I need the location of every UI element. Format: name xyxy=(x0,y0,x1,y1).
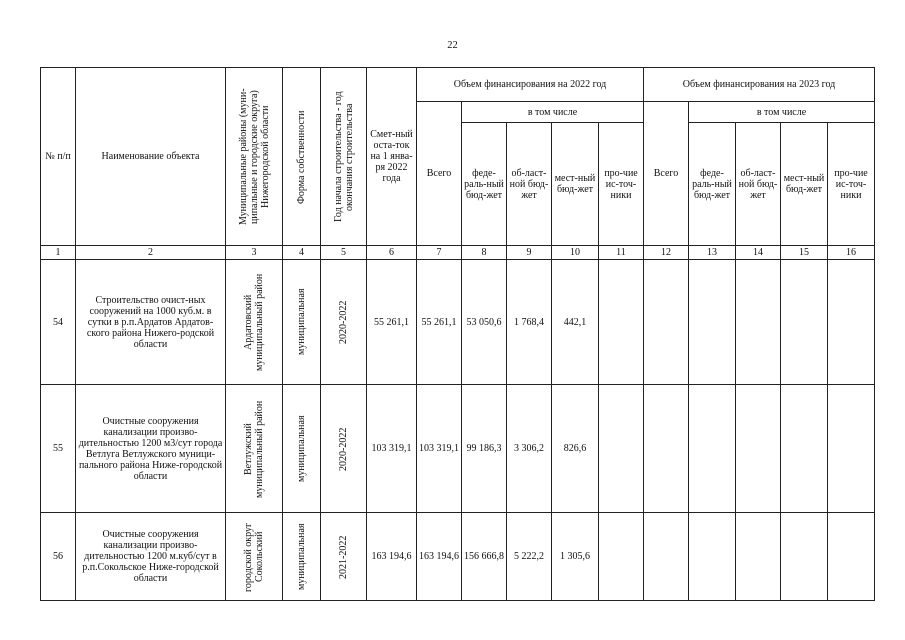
local-2022-value: 1 305,6 xyxy=(552,513,599,601)
other-2023-value xyxy=(828,385,875,513)
municipality-cell xyxy=(226,513,283,601)
col-number: 2 xyxy=(76,246,226,260)
local-2022-value: 826,6 xyxy=(552,385,599,513)
regional-2022-value: 1 768,4 xyxy=(507,260,552,385)
years-text: 2021-2022 xyxy=(338,534,349,579)
object-name: Очистные сооружения канализации произво-дительностью 1200 м3/сут города Ветлуга Ветлужского муници-пального района Ниже-городской области xyxy=(76,385,226,513)
header-fin-2023: Объем финансирования на 2023 год xyxy=(644,68,875,102)
ownership-text: муниципальная xyxy=(296,415,307,482)
local-2022-value: 442,1 xyxy=(552,260,599,385)
header-num: № п/п xyxy=(41,68,76,246)
estimate-value: 163 194,6 xyxy=(367,513,417,601)
col-number: 8 xyxy=(462,246,507,260)
col-number: 15 xyxy=(781,246,828,260)
header-name: Наименование объекта xyxy=(76,68,226,246)
header-other-2023: про-чие ис-точ-ники xyxy=(828,123,875,246)
page-number: 22 xyxy=(447,40,458,51)
other-2022-value xyxy=(599,513,644,601)
col-number: 14 xyxy=(736,246,781,260)
header-regional-2022: об-ласт-ной бюд-жет xyxy=(507,123,552,246)
years-cell xyxy=(321,260,367,385)
header-ownership xyxy=(283,68,321,246)
total-2022-value: 103 319,1 xyxy=(417,385,462,513)
local-2023-value xyxy=(781,260,828,385)
row-num: 55 xyxy=(41,385,76,513)
total-2023-value xyxy=(644,513,689,601)
col-number: 16 xyxy=(828,246,875,260)
regional-2023-value xyxy=(736,260,781,385)
table-row xyxy=(41,260,875,385)
header-ownership-text: Форма собственности xyxy=(296,109,307,204)
regional-2023-value xyxy=(736,513,781,601)
header-other-2022: про-чие ис-точ-ники xyxy=(599,123,644,246)
federal-2022-value: 53 050,6 xyxy=(462,260,507,385)
local-2023-value xyxy=(781,513,828,601)
header-federal-2022: феде-раль-ный бюд-жет xyxy=(462,123,507,246)
years-text: 2020-2022 xyxy=(338,426,349,471)
municipality-cell xyxy=(226,260,283,385)
col-number: 13 xyxy=(689,246,736,260)
header-incl-2023: в том числе xyxy=(689,102,875,123)
total-2022-value: 55 261,1 xyxy=(417,260,462,385)
header-federal-2023: феде-раль-ный бюд-жет xyxy=(689,123,736,246)
col-number: 1 xyxy=(41,246,76,260)
total-2023-value xyxy=(644,260,689,385)
municipality-text: Ветлужский муниципальный район xyxy=(243,399,265,498)
header-local-2022: мест-ный бюд-жет xyxy=(552,123,599,246)
ownership-cell xyxy=(283,260,321,385)
row-num: 54 xyxy=(41,260,76,385)
header-years xyxy=(321,68,367,246)
years-cell xyxy=(321,385,367,513)
federal-2023-value xyxy=(689,385,736,513)
col-number: 5 xyxy=(321,246,367,260)
table-row xyxy=(41,513,875,601)
federal-2023-value xyxy=(689,260,736,385)
regional-2023-value xyxy=(736,385,781,513)
local-2023-value xyxy=(781,385,828,513)
header-total-2022: Всего xyxy=(417,102,462,246)
federal-2022-value: 99 186,3 xyxy=(462,385,507,513)
col-number: 12 xyxy=(644,246,689,260)
column-numbers-row xyxy=(41,246,875,260)
header-years-text: Год начала строительства - год окончания строительства xyxy=(332,91,355,222)
federal-2022-value: 156 666,8 xyxy=(462,513,507,601)
other-2023-value xyxy=(828,260,875,385)
other-2022-value xyxy=(599,260,644,385)
header-municipality-text: Муниципальные районы (муни-ципальные и городские округа) Нижегородской области xyxy=(237,88,271,225)
col-number: 10 xyxy=(552,246,599,260)
header-total-2023: Всего xyxy=(644,102,689,246)
federal-2023-value xyxy=(689,513,736,601)
other-2022-value xyxy=(599,385,644,513)
col-number: 3 xyxy=(226,246,283,260)
table-row xyxy=(41,385,875,513)
ownership-cell xyxy=(283,513,321,601)
header-municipality xyxy=(226,68,283,246)
col-number: 7 xyxy=(417,246,462,260)
ownership-cell xyxy=(283,385,321,513)
municipality-text: городской округ Сокольский xyxy=(243,521,265,592)
municipality-text: Ардатовский муниципальный район xyxy=(243,273,265,371)
header-fin-2022: Объем финансирования на 2022 год xyxy=(417,68,644,102)
ownership-text: муниципальная xyxy=(296,523,307,590)
col-number: 4 xyxy=(283,246,321,260)
regional-2022-value: 3 306,2 xyxy=(507,385,552,513)
estimate-value: 55 261,1 xyxy=(367,260,417,385)
estimate-value: 103 319,1 xyxy=(367,385,417,513)
header-incl-2022: в том числе xyxy=(462,102,644,123)
col-number: 9 xyxy=(507,246,552,260)
financing-table xyxy=(40,67,875,601)
row-num: 56 xyxy=(41,513,76,601)
header-local-2023: мест-ный бюд-жет xyxy=(781,123,828,246)
other-2023-value xyxy=(828,513,875,601)
total-2023-value xyxy=(644,385,689,513)
ownership-text: муниципальная xyxy=(296,288,307,356)
total-2022-value: 163 194,6 xyxy=(417,513,462,601)
years-text: 2020-2022 xyxy=(338,300,349,344)
object-name: Очистные сооружения канализации произво-дительностью 1200 м.куб/сут в р.п.Сокольское Ниже-городской области xyxy=(76,513,226,601)
header-regional-2023: об-ласт-ной бюд-жет xyxy=(736,123,781,246)
municipality-cell xyxy=(226,385,283,513)
header-estimate: Смет-ный оста-ток на 1 янва-ря 2022 года xyxy=(367,68,417,246)
col-number: 11 xyxy=(599,246,644,260)
col-number: 6 xyxy=(367,246,417,260)
object-name: Строительство очист-ных сооружений на 1000 куб.м. в сутки в р.п.Ардатов Ардатов-ского района Нижего-родской области xyxy=(76,260,226,385)
regional-2022-value: 5 222,2 xyxy=(507,513,552,601)
years-cell xyxy=(321,513,367,601)
